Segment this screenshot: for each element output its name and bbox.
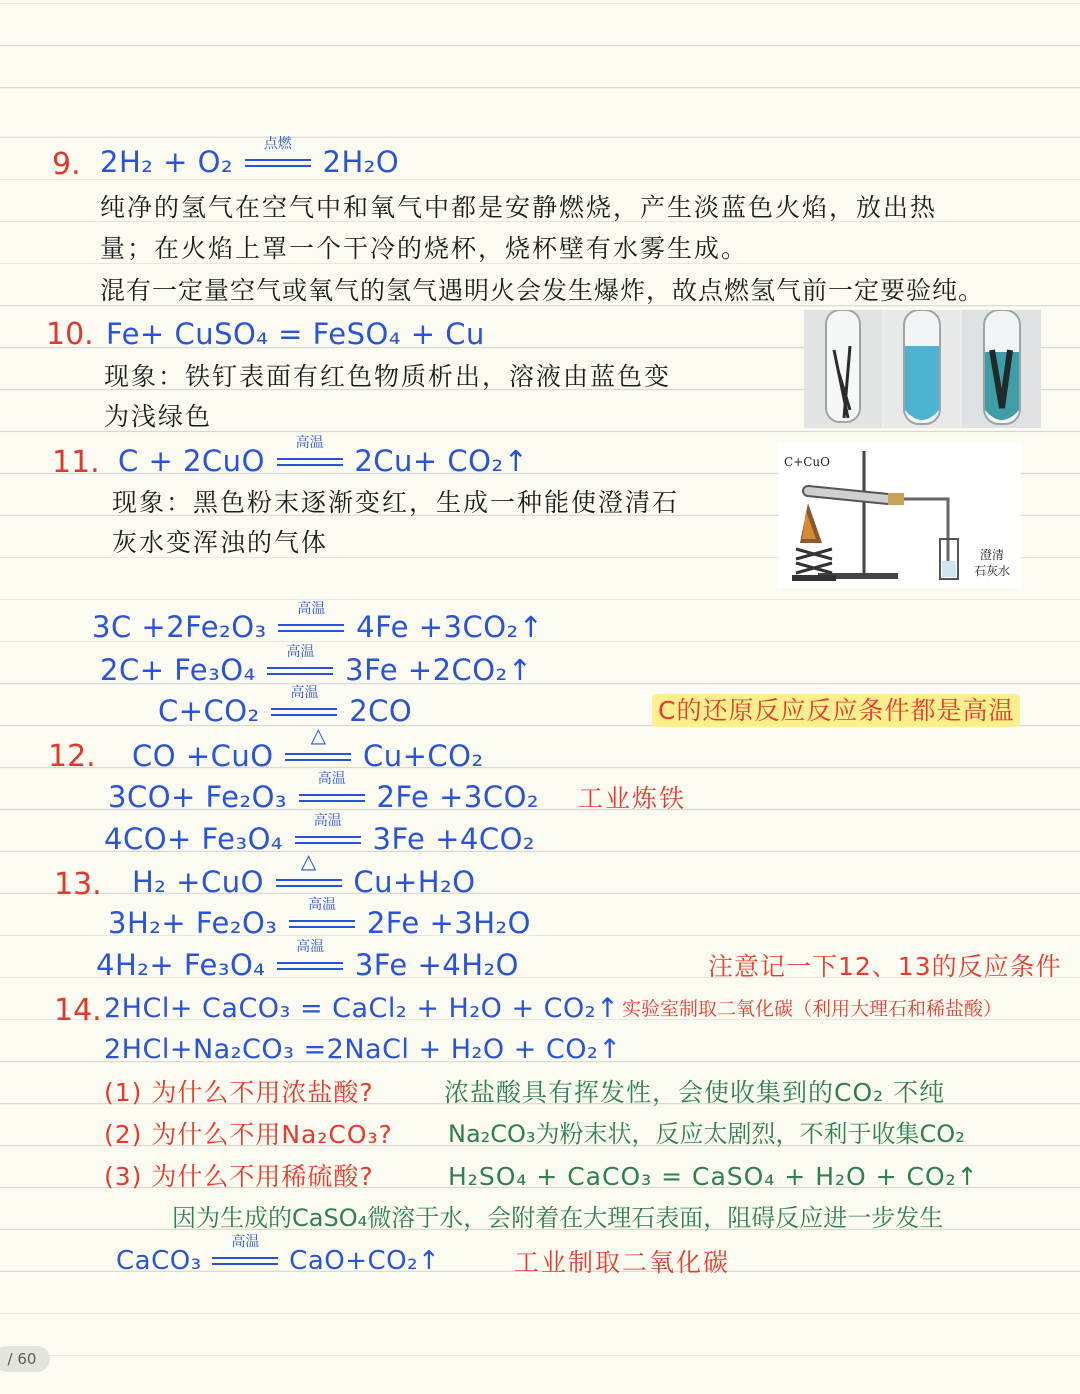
reaction-condition: 高温 — [212, 1251, 278, 1273]
section-13-note: 注意记一下12、13的反应条件 — [708, 952, 1062, 981]
text-11-line-1: 现象：黑色粉末逐渐变红，生成一种能使澄清石 — [112, 488, 680, 517]
highlighted-note: C的还原反应反应条件都是高温 — [652, 694, 1020, 727]
equation-9 — [100, 136, 400, 179]
equation-13-1 — [132, 849, 476, 899]
equation-left: C+CO₂ — [158, 694, 260, 728]
reaction-condition: 高温 — [289, 914, 355, 936]
equation-12-2 — [108, 771, 540, 814]
equation-14-final — [116, 1233, 441, 1276]
test-tube-photos — [804, 310, 1041, 428]
apparatus-diagram — [778, 443, 1021, 588]
equation-left: CaCO₃ — [116, 1246, 202, 1276]
reaction-condition: 高温 — [299, 788, 365, 810]
reaction-condition: 高温 — [278, 618, 344, 640]
equation-14-1-note: 实验室制取二氧化碳（利用大理石和稀盐酸） — [622, 998, 1003, 1020]
carbon-reduction-3 — [158, 685, 413, 728]
equation-12-1 — [132, 723, 484, 773]
equation-left: 3C +2Fe₂O₃ — [92, 610, 267, 644]
equation-11-right: 2Cu+ CO₂↑ — [354, 444, 529, 478]
equation-11 — [118, 435, 529, 478]
equation-right: Cu+H₂O — [353, 865, 476, 899]
text-9-line-1: 纯净的氢气在空气中和氧气中都是安静燃烧，产生淡蓝色火焰，放出热 — [100, 193, 938, 222]
explanation: 因为生成的CaSO₄微溶于水，会附着在大理石表面，阻碍反应进一步发生 — [172, 1204, 944, 1232]
answer-2: Na₂CO₃为粉末状，反应太剧烈，不利于收集CO₂ — [448, 1120, 965, 1148]
equation-left: 3H₂+ Fe₂O₃ — [108, 906, 278, 940]
text-9-line-2: 量；在火焰上罩一个干冷的烧杯，烧杯壁有水雾生成。 — [100, 234, 749, 263]
final-note: 工业制取二氧化碳 — [514, 1248, 731, 1277]
equation-right: 3Fe +4CO₂ — [372, 822, 536, 856]
equation-right: 2Fe +3CO₂ — [376, 780, 540, 814]
reaction-condition: 点燃 — [245, 153, 311, 175]
equation-right: 2Fe +3H₂O — [366, 906, 531, 940]
equation-left: 2C+ Fe₃O₄ — [100, 653, 256, 687]
equation-left: H₂ +CuO — [132, 865, 264, 899]
equation-13-2 — [108, 897, 531, 940]
equation-right: 3Fe +4H₂O — [354, 948, 519, 982]
reaction-condition: △ — [276, 873, 342, 895]
carbon-reduction-2 — [100, 644, 533, 687]
text-10-line-2: 为浅绿色 — [104, 402, 213, 431]
figure-label-lime-water-1: 澄清 — [980, 548, 1005, 562]
section-12-note: 工业炼铁 — [578, 784, 687, 813]
section-12-number: 12. — [48, 739, 96, 774]
section-9-number: 9. — [52, 147, 81, 182]
page-indicator: / 60 — [0, 1346, 50, 1372]
equation-left: 4CO+ Fe₃O₄ — [104, 822, 284, 856]
equation-left: CO +CuO — [132, 739, 274, 773]
equation-9-left: 2H₂ + O₂ — [100, 145, 234, 179]
equation-right: CaO+CO₂↑ — [289, 1246, 441, 1276]
carbon-reduction-1 — [92, 601, 544, 644]
reaction-condition: 高温 — [271, 702, 337, 724]
question-3: (3) 为什么不用稀硫酸? — [104, 1162, 374, 1191]
text-11-line-2: 灰水变浑浊的气体 — [112, 528, 329, 557]
equation-13-3 — [96, 939, 519, 982]
equation-left: 3CO+ Fe₂O₃ — [108, 780, 288, 814]
equation-12-3 — [104, 813, 536, 856]
carbon-note — [652, 698, 1020, 723]
equation-right: 2CO — [349, 694, 413, 728]
answer-3: H₂SO₄ + CaCO₃ = CaSO₄ + H₂O + CO₂↑ — [448, 1162, 979, 1191]
reaction-condition: 高温 — [267, 661, 333, 683]
text-9-line-3: 混有一定量空气或氧气的氢气遇明火会发生爆炸，故点燃氢气前一定要验纯。 — [100, 276, 985, 305]
equation-14-2: 2HCl+Na₂CO₃ =2NaCl + H₂O + CO₂↑ — [104, 1034, 622, 1065]
equation-9-right: 2H₂O — [322, 145, 400, 179]
equation-right: 3Fe +2CO₂↑ — [345, 653, 533, 687]
reaction-condition: 高温 — [277, 956, 343, 978]
reaction-condition: 高温 — [277, 452, 343, 474]
equation-right: 4Fe +3CO₂↑ — [356, 610, 544, 644]
equation-left: 4H₂+ Fe₃O₄ — [96, 948, 266, 982]
figure-label-lime-water-2: 石灰水 — [974, 564, 1011, 578]
section-10-number: 10. — [46, 317, 94, 352]
equation-11-left: C + 2CuO — [118, 444, 265, 478]
question-1: (1) 为什么不用浓盐酸? — [104, 1078, 374, 1107]
answer-1: 浓盐酸具有挥发性，会使收集到的CO₂ 不纯 — [444, 1078, 946, 1107]
question-2: (2) 为什么不用Na₂CO₃? — [104, 1120, 393, 1149]
text-10-line-1: 现象：铁钉表面有红色物质析出，溶液由蓝色变 — [104, 362, 672, 391]
section-13-number: 13. — [54, 867, 102, 902]
reaction-condition: △ — [285, 747, 351, 769]
figure-label-reactant: C+CuO — [784, 455, 830, 469]
equation-right: Cu+CO₂ — [363, 739, 484, 773]
equation-10: Fe+ CuSO₄ = FeSO₄ + Cu — [106, 317, 485, 351]
equation-14-1: 2HCl+ CaCO₃ = CaCl₂ + H₂O + CO₂↑ — [104, 993, 620, 1024]
reaction-condition: 高温 — [295, 830, 361, 852]
section-14-number: 14. — [54, 993, 102, 1028]
section-11-number: 11. — [52, 445, 100, 480]
